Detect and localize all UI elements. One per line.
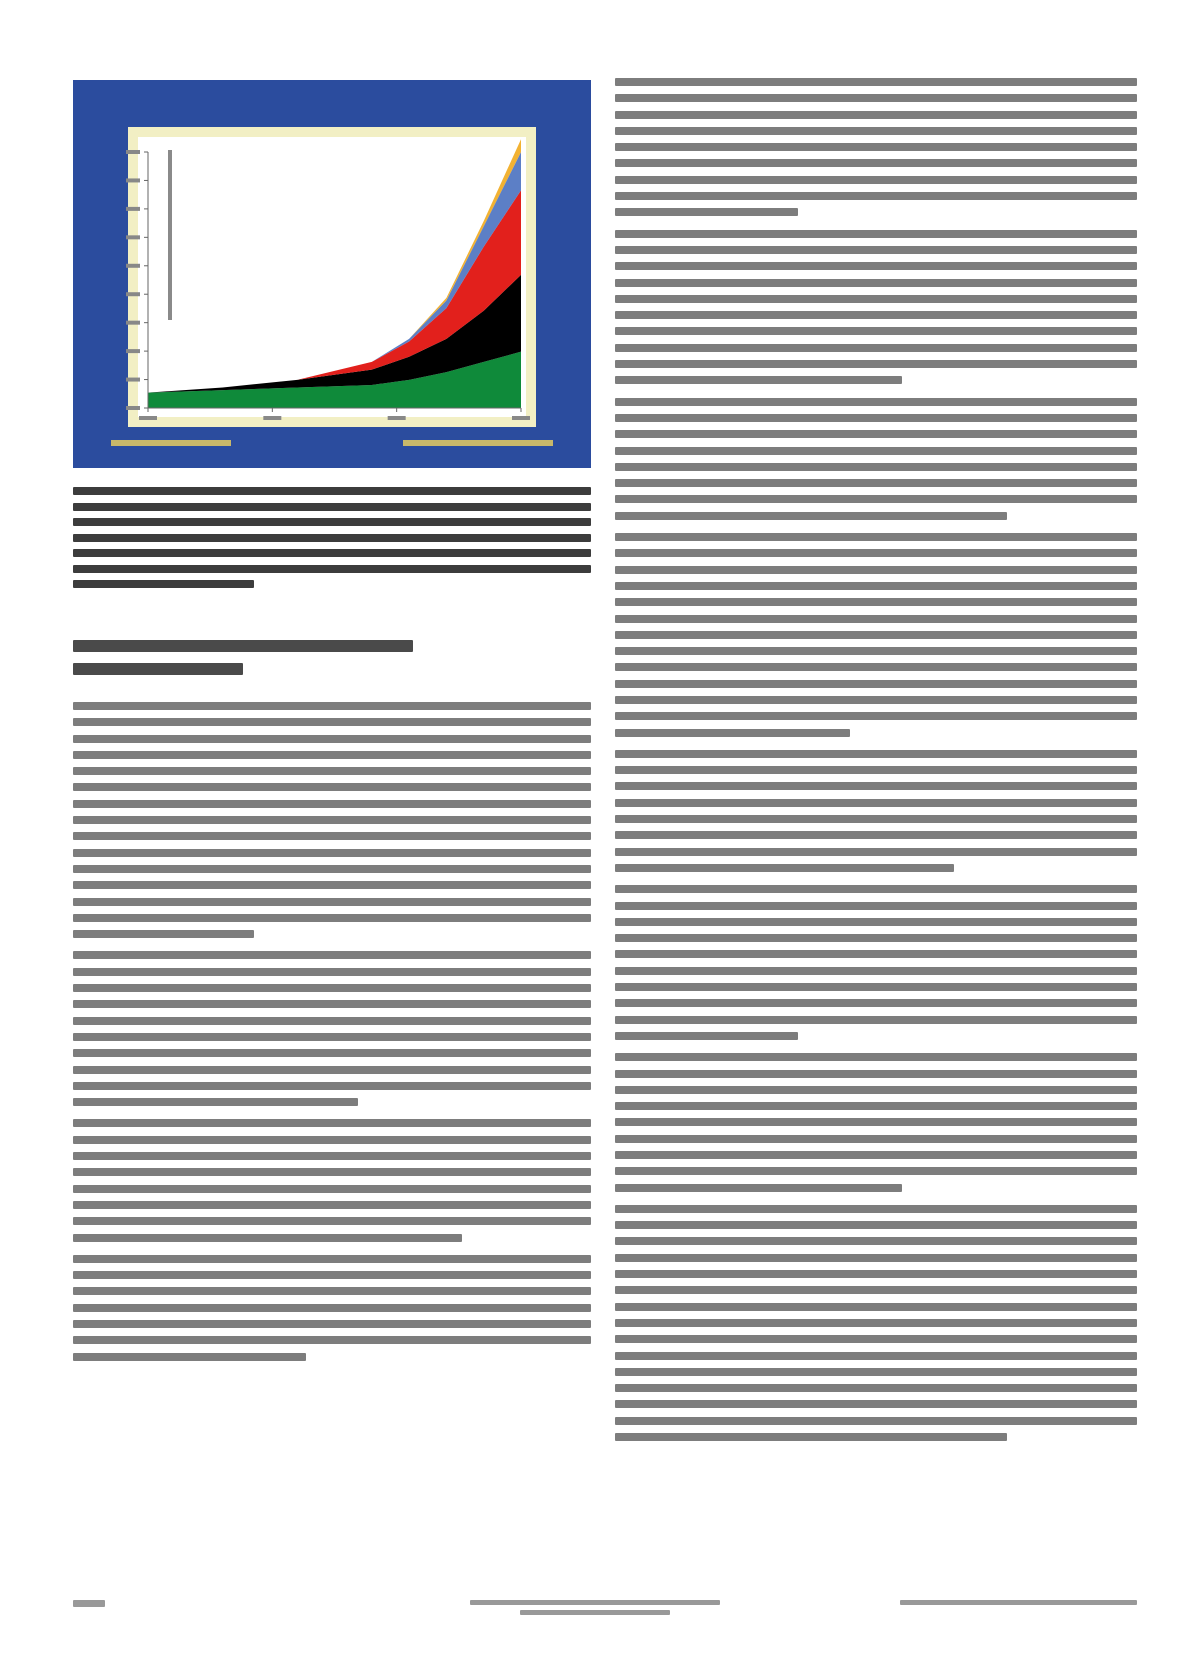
text-line [73, 1353, 306, 1361]
text-line [615, 1086, 1137, 1094]
x-tick-label [388, 416, 406, 420]
text-line [615, 1184, 902, 1192]
text-line [615, 1433, 1007, 1441]
text-line [615, 782, 1137, 790]
text-line [615, 512, 1007, 520]
text-line [615, 1303, 1137, 1311]
text-line [615, 533, 1137, 541]
text-line [615, 111, 1137, 119]
y-tick-label [126, 349, 140, 353]
text-line [615, 934, 1137, 942]
text-line [615, 831, 1137, 839]
text-line [73, 984, 591, 992]
text-line [615, 463, 1137, 471]
text-line [73, 800, 591, 808]
text-line [615, 1167, 1137, 1175]
text-line [615, 1270, 1137, 1278]
text-line [615, 1053, 1137, 1061]
text-line [615, 1070, 1137, 1078]
text-line [73, 503, 591, 511]
text-line [615, 1368, 1137, 1376]
text-line [615, 1032, 798, 1040]
text-line [73, 1271, 591, 1279]
text-line [73, 487, 591, 495]
text-line [73, 580, 254, 588]
text-line [615, 447, 1137, 455]
text-line [615, 983, 1137, 991]
text-line [73, 1017, 591, 1025]
text-line [615, 582, 1137, 590]
text-line [615, 902, 1137, 910]
text-line [615, 1016, 1137, 1024]
text-line [615, 143, 1137, 151]
text-line [615, 918, 1137, 926]
text-line [615, 127, 1137, 135]
text-line [615, 696, 1137, 704]
text-line [615, 1400, 1137, 1408]
text-line [615, 848, 1137, 856]
x-tick-label [139, 416, 157, 420]
text-line [615, 631, 1137, 639]
text-line [73, 1033, 591, 1041]
text-line [615, 815, 1137, 823]
text-line [615, 750, 1137, 758]
text-line [73, 865, 591, 873]
text-line [73, 1185, 591, 1193]
figure-panel [73, 80, 591, 468]
text-line [73, 1000, 591, 1008]
left-column-text [73, 702, 591, 1369]
text-line [615, 398, 1137, 406]
text-line [615, 414, 1137, 422]
text-line [615, 1286, 1137, 1294]
area-chart [73, 80, 591, 468]
text-line [615, 208, 798, 216]
y-tick-label [126, 406, 140, 410]
text-line [73, 914, 591, 922]
text-line [73, 1320, 591, 1328]
text-line [73, 951, 591, 959]
text-line [615, 1151, 1137, 1159]
text-line [615, 295, 1137, 303]
footer-right [900, 1600, 1137, 1616]
text-line [73, 1082, 591, 1090]
text-line [73, 565, 591, 573]
y-tick-label [126, 378, 140, 382]
section-heading-line [73, 663, 243, 675]
text-line [615, 864, 954, 872]
text-line [615, 647, 1137, 655]
y-tick-label [126, 235, 140, 239]
text-line [73, 816, 591, 824]
text-line [73, 1287, 591, 1295]
text-line [615, 1221, 1137, 1229]
text-line [615, 479, 1137, 487]
text-line [73, 1201, 591, 1209]
text-line [73, 702, 591, 710]
text-line [73, 1217, 591, 1225]
y-tick-label [126, 292, 140, 296]
text-line [615, 680, 1137, 688]
text-line [73, 881, 591, 889]
right-column-text [615, 78, 1137, 1449]
y-tick-label [126, 321, 140, 325]
text-line [73, 898, 591, 906]
text-line [615, 94, 1137, 102]
text-line [73, 1098, 358, 1106]
text-line [615, 159, 1137, 167]
x-tick-label [512, 416, 530, 420]
y-axis-label [168, 150, 172, 320]
figure-credit-right [403, 440, 553, 446]
text-line [615, 1417, 1137, 1425]
text-line [615, 311, 1137, 319]
text-line [73, 1049, 591, 1057]
section-heading-line [73, 640, 413, 652]
text-line [73, 767, 591, 775]
x-tick-label [263, 416, 281, 420]
text-line [615, 430, 1137, 438]
text-line [615, 1352, 1137, 1360]
text-line [73, 783, 591, 791]
text-line [73, 968, 591, 976]
text-line [73, 832, 591, 840]
text-line [73, 1152, 591, 1160]
y-tick-label [126, 264, 140, 268]
text-line [615, 1118, 1137, 1126]
section-heading [73, 640, 591, 686]
text-line [73, 1066, 591, 1074]
text-line [615, 1384, 1137, 1392]
text-line [615, 230, 1137, 238]
text-line [615, 999, 1137, 1007]
text-line [615, 967, 1137, 975]
text-line [73, 1255, 591, 1263]
text-line [73, 1234, 462, 1242]
text-line [73, 1168, 591, 1176]
text-line [615, 566, 1137, 574]
page-number [73, 1600, 105, 1616]
text-line [615, 262, 1137, 270]
text-line [615, 327, 1137, 335]
text-line [615, 246, 1137, 254]
text-line [615, 1205, 1137, 1213]
text-line [615, 1254, 1137, 1262]
text-line [615, 344, 1137, 352]
text-line [73, 518, 591, 526]
y-tick-label [126, 150, 140, 154]
text-line [615, 1319, 1137, 1327]
text-line [615, 1237, 1137, 1245]
text-line [615, 1102, 1137, 1110]
text-line [615, 279, 1137, 287]
footer-center [470, 1600, 720, 1616]
y-tick-label [126, 207, 140, 211]
text-line [73, 1119, 591, 1127]
text-line [73, 1136, 591, 1144]
text-line [615, 360, 1137, 368]
text-line [73, 735, 591, 743]
y-tick-label [126, 178, 140, 182]
text-line [615, 663, 1137, 671]
text-line [615, 1135, 1137, 1143]
text-line [615, 712, 1137, 720]
text-line [73, 549, 591, 557]
text-line [73, 718, 591, 726]
text-line [615, 885, 1137, 893]
text-line [615, 176, 1137, 184]
text-line [615, 1335, 1137, 1343]
text-line [73, 1304, 591, 1312]
text-line [615, 615, 1137, 623]
text-line [615, 78, 1137, 86]
text-line [73, 930, 254, 938]
text-line [73, 751, 591, 759]
text-line [615, 549, 1137, 557]
text-line [615, 766, 1137, 774]
text-line [615, 192, 1137, 200]
text-line [615, 376, 902, 384]
figure-credit-left [111, 440, 231, 446]
figure-caption [73, 487, 591, 596]
text-line [615, 729, 850, 737]
text-line [615, 495, 1137, 503]
text-line [73, 849, 591, 857]
text-line [615, 598, 1137, 606]
text-line [73, 1336, 591, 1344]
text-line [73, 534, 591, 542]
text-line [615, 950, 1137, 958]
text-line [615, 799, 1137, 807]
